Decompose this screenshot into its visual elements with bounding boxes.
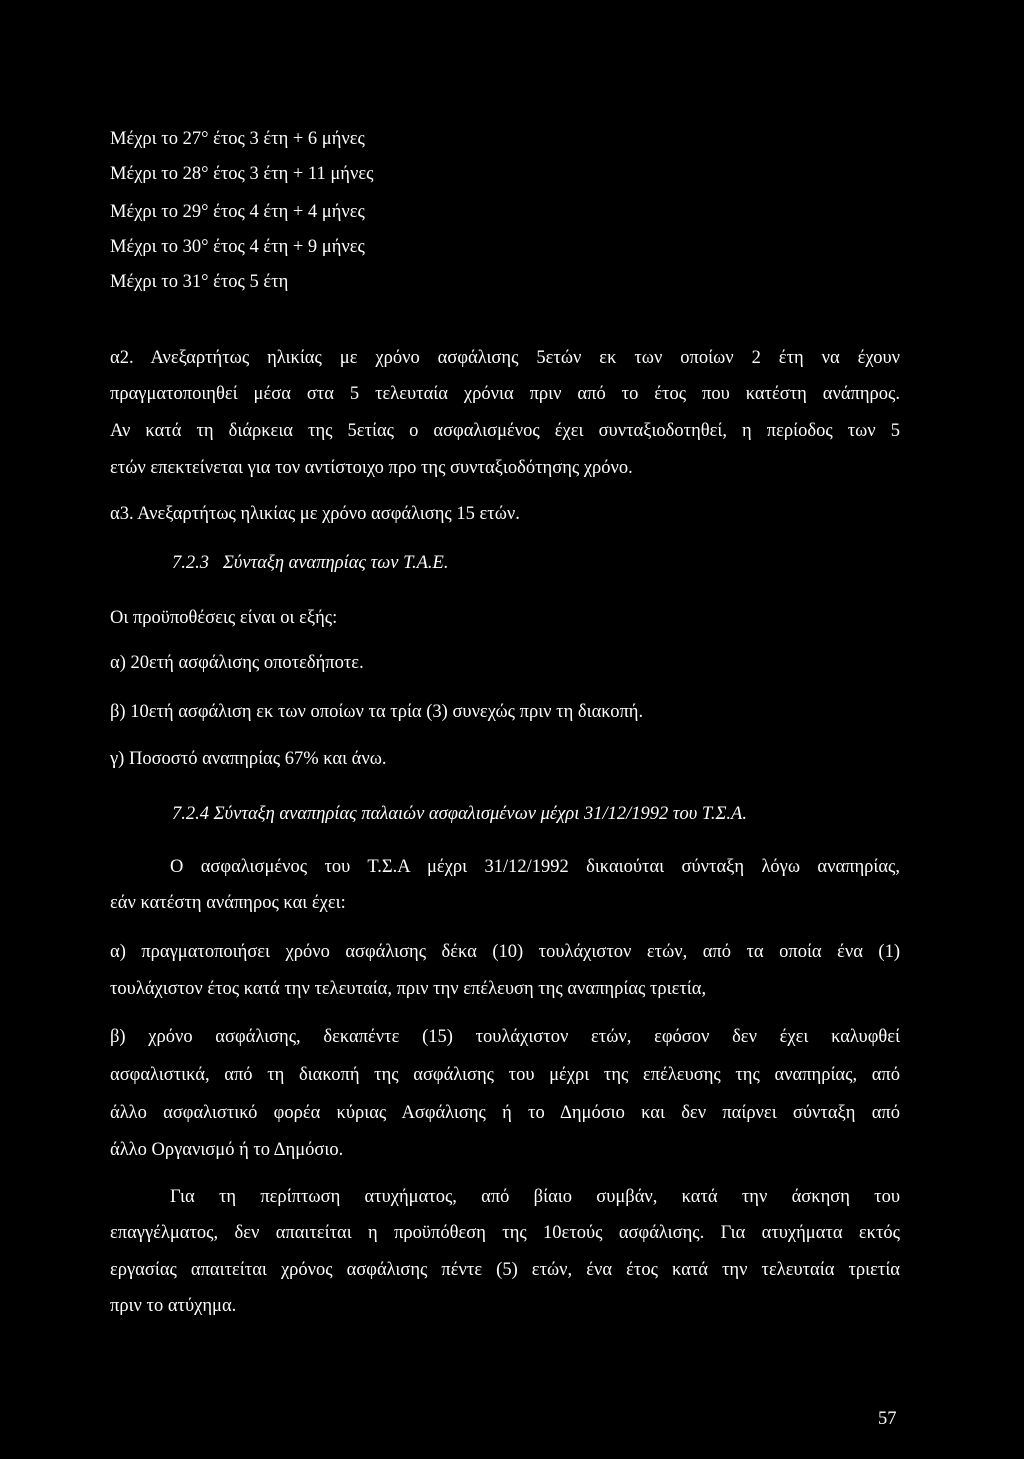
section-724-intro-line: Ο ασφαλισμένος του Τ.Σ.Α μέχρι 31/12/1992 δικαιούται σύνταξη λόγω αναπηρίας,: [170, 857, 900, 877]
paragraph-a2-line: πραγματοποιηθεί μέσα στα 5 τελευταία χρόνια πριν από το έτος που κατέστη ανάπηρος.: [110, 384, 900, 404]
condition-item: β) 10ετή ασφάλιση εκ των οποίων τα τρία (3) συνεχώς πριν τη διακοπή.: [110, 702, 644, 722]
accident-paragraph-line: Για τη περίπτωση ατυχήματος, από βίαιο συμβάν, κατά την άσκηση του: [170, 1187, 900, 1207]
condition-b-line: άλλο Οργανισμό ή το Δημόσιο.: [110, 1140, 344, 1160]
condition-b-line: β) χρόνο ασφάλισης, δεκαπέντε (15) τουλάχιστον ετών, εφόσον δεν έχει καλυφθεί: [110, 1027, 900, 1047]
limit-line: Μέχρι το 29° έτος 4 έτη + 4 μήνες: [110, 202, 365, 222]
section-heading-7-2-3: 7.2.3 Σύνταξη αναπηρίας των Τ.Α.Ε.: [172, 553, 449, 573]
condition-b-line: ασφαλιστικά, από τη διακοπή της ασφάλισης του μέχρι της επέλευσης της αναπηρίας, από: [110, 1065, 900, 1085]
limit-line: Μέχρι το 28° έτος 3 έτη + 11 μήνες: [110, 164, 374, 184]
accident-paragraph-line: πριν το ατύχημα.: [110, 1296, 237, 1316]
condition-item: α) 20ετή ασφάλισης οποτεδήποτε.: [110, 653, 364, 673]
condition-item: γ) Ποσοστό αναπηρίας 67% και άνω.: [110, 749, 387, 769]
condition-a-line: α) πραγματοποιήσει χρόνο ασφάλισης δέκα (10) τουλάχιστον ετών, από τα οποία ένα (1): [110, 942, 900, 962]
paragraph-a2-line: Αν κατά τη διάρκεια της 5ετίας ο ασφαλισμένος έχει συνταξιοδοτηθεί, η περίοδος των 5: [110, 421, 900, 441]
accident-paragraph-line: εργασίας απαιτείται χρόνος ασφάλισης πέντε (5) ετών, ένα έτος κατά την τελευταία τριετία: [110, 1260, 900, 1280]
paragraph-a2-line: α2. Ανεξαρτήτως ηλικίας με χρόνο ασφάλισης 5ετών εκ των οποίων 2 έτη να έχουν: [110, 348, 900, 368]
conditions-intro: Οι προϋποθέσεις είναι οι εξής:: [110, 608, 338, 628]
paragraph-a3: α3. Ανεξαρτήτως ηλικίας με χρόνο ασφάλισης 15 ετών.: [110, 504, 520, 524]
condition-b-line: άλλο ασφαλιστικό φορέα κύριας Ασφάλισης ή το Δημόσιο και δεν παίρνει σύνταξη από: [110, 1103, 900, 1123]
section-724-intro-line: εάν κατέστη ανάπηρος και έχει:: [110, 893, 346, 913]
paragraph-a2-line: ετών επεκτείνεται για τον αντίστοιχο προ της συνταξιοδότησης χρόνο.: [110, 458, 633, 478]
section-heading-7-2-4: 7.2.4 Σύνταξη αναπηρίας παλαιών ασφαλισμένων μέχρι 31/12/1992 του Τ.Σ.Α.: [172, 804, 747, 824]
page-number: 57: [878, 1409, 897, 1429]
limit-line: Μέχρι το 30° έτος 4 έτη + 9 μήνες: [110, 237, 365, 257]
accident-paragraph-line: επαγγέλματος, δεν απαιτείται η προϋπόθεση της 10ετούς ασφάλισης. Για ατυχήματα εκτός: [110, 1223, 900, 1243]
limit-line: Μέχρι το 27° έτος 3 έτη + 6 μήνες: [110, 129, 365, 149]
limit-line: Μέχρι το 31° έτος 5 έτη: [110, 272, 289, 292]
condition-a-line: τουλάχιστον έτος κατά την τελευταία, πριν την επέλευση της αναπηρίας τριετία,: [110, 979, 707, 999]
